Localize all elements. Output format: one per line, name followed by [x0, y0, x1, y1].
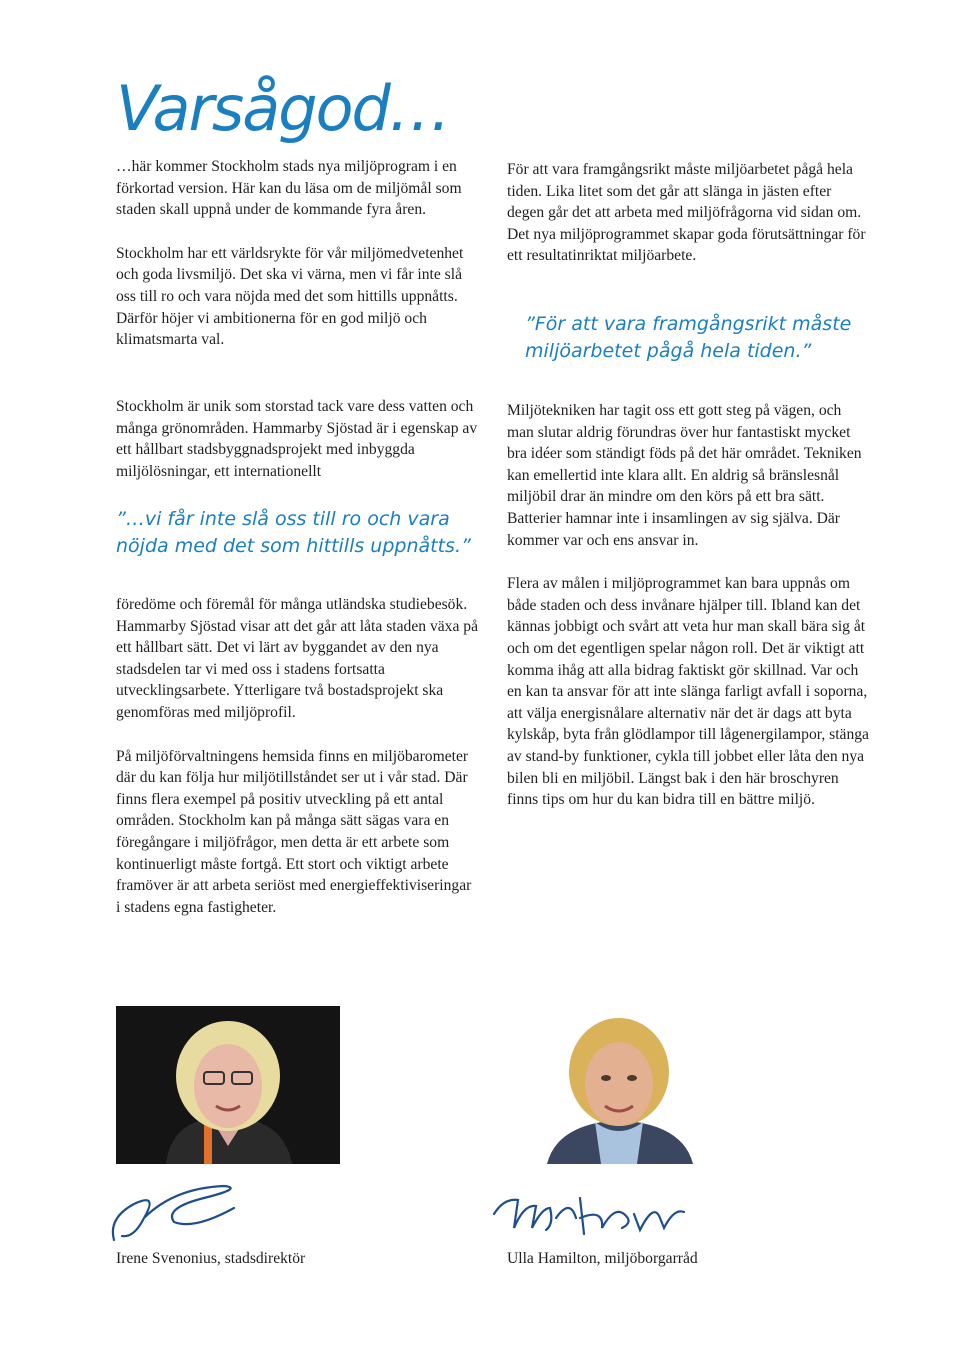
- signature-irene: [104, 1178, 254, 1253]
- left-column: [116, 156, 478, 373]
- paragraph: Flera av målen i miljöprogrammet kan bara uppnås om både staden och dess invånare hjälper till. Ibland kan det kännas jobbigt och svårt att veta hur man skall bära sig åt och om det egentligen spelar någon roll. Det är viktigt att komma ihåg att alla bidrag faktiskt gör skillnad. Var och en kan ta ansvar för att inte slänga farligt avfall i soporna, att välja energisnålare alternativ när det är dags att byta kylskåp, byta från glödlampor till lågenergilampor, stänga av stand-by funktioner, cykla till jobbet eller låta den nya bilen bli en miljöbil. Längst bak i den här broschyren finns tips om hur du kan bidra till en bättre miljö.: [507, 575, 869, 809]
- paragraph: På miljöförvaltningens hemsida finns en miljöbarometer där du kan följa hur miljötillståndet ser ut i vår stad. Där finns flera exempel på positiv utveckling på ett antal områden. Stockholm kan på många sätt sägas vara en föregångare i miljöfrågor, men detta är ett arbete som kontinuerligt måste fortgå. Ett stort och viktigt arbete framöver är att arbeta seriöst med energieffektiviseringar i stadens egna fastigheter.: [116, 747, 472, 916]
- intro-paragraph: …här kommer Stockholm stads nya miljöprogram i en förkortad version. Här kan du läsa om de miljömål som staden skall uppnå under de kommande fyra åren.: [116, 158, 462, 219]
- signature-ulla: [484, 1178, 704, 1253]
- right-column: [507, 159, 869, 289]
- right-column-lower: [507, 400, 869, 833]
- pull-quote: ”…vi får inte slå oss till ro och vara nöjda med det som hittills uppnåtts.”: [116, 508, 471, 557]
- paragraph: För att vara framgångsrikt måste miljöarbetet pågå hela tiden. Lika litet som det går att slänga in jästen efter degen går det att arbeta med miljöfrågorna vid sidan om. Det nya miljöprogrammet skapar goda förutsättningar för ett resultatinriktat miljöarbete.: [507, 161, 866, 265]
- signature-caption: Irene Svenonius, stadsdirektör: [116, 1250, 306, 1267]
- paragraph: föredöme och föremål för många utländska studiebesök. Hammarby Sjöstad visar att det går att låta staden växa på ett hållbart sätt. Det vi lärt av byggandet av den nya stadsdelen tar vi med oss i stadens fortsatta utvecklingsarbete. Ytterligare två bostadsprojekt ska genomföras med miljöprofil.: [116, 596, 478, 721]
- paragraph: Miljötekniken har tagit oss ett gott steg på vägen, och man slutar aldrig förundras över hur fantastiskt mycket bra idéer som ständigt föds på det här området. Tekniken kan emellertid inte klara allt. En aldrig så bränslesnål miljöbil drar än mindre om den körs på ett bra sätt. Batterier hamnar inte i insamlingen av sig själva. Där kommer var och ens ansvar in.: [507, 402, 862, 549]
- portrait-photo: [507, 1006, 731, 1164]
- portrait-photo: [116, 1006, 340, 1164]
- pull-quote: ”För att vara framgångsrikt måste miljöarbetet pågå hela tiden.”: [525, 313, 852, 362]
- left-column-lower: [116, 594, 478, 940]
- paragraph: Stockholm har ett världsrykte för vår miljömedvetenhet och goda livsmiljö. Det ska vi värna, men vi får inte slå oss till ro och vara nöjda med det som hittills uppnåtts. Därför höjer vi ambitionerna för en god miljö och klimatsmarta val.: [116, 244, 464, 349]
- paragraph: Stockholm är unik som storstad tack vare dess vatten och många grönområden. Hammarby Sjöstad är i egenskap av ett hållbart stadsbyggnadsprojekt med inbyggda miljölösningar, ett internationellt: [116, 398, 478, 480]
- page-title: Varsågod…: [116, 72, 449, 145]
- signature-caption: Ulla Hamilton, miljöborgarråd: [507, 1250, 698, 1267]
- left-column-mid: [116, 396, 478, 482]
